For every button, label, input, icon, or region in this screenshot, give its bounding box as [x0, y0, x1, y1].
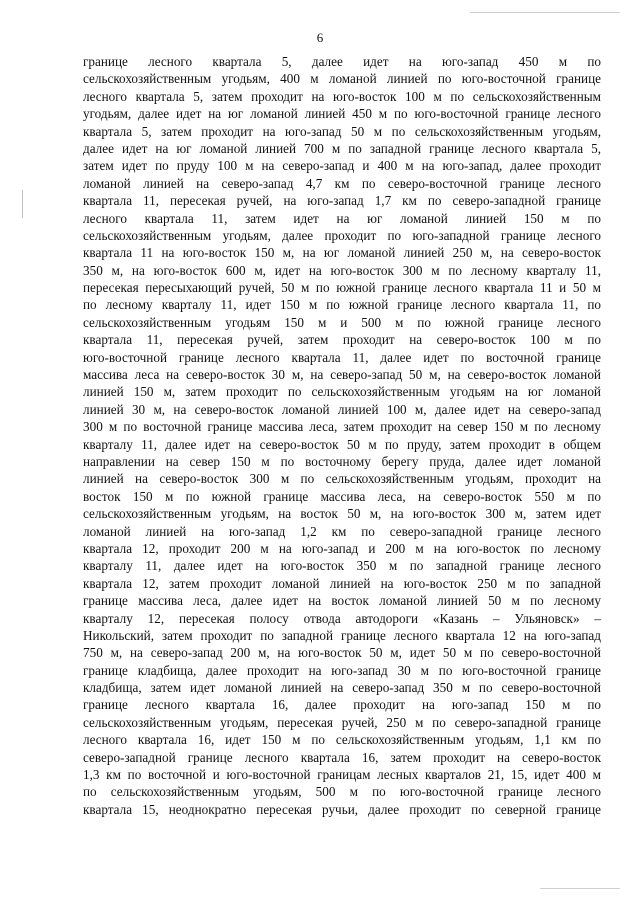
text-line: восток 150 м по южной границе массива леса, на северо-восток 550 м по: [83, 488, 601, 504]
text-line: массива леса на северо-восток 30 м, на северо-запад 50 м, на северо-восток ломаной: [83, 367, 601, 383]
text-line: границе кладбища, далее проходит на юго-запад 30 м по юго-восточной границе: [83, 662, 601, 678]
text-line: 1,3 км по восточной и юго-восточной границам лесных кварталов 21, 15, идет 400 м: [83, 767, 601, 783]
text-line: квартала 11, пересекая ручей, на юго-запад 1,7 км по северо-западной границе: [83, 193, 601, 209]
text-line: кладбища, затем идет ломаной линией на северо-запад 350 м по северо-восточной: [83, 680, 601, 696]
text-line: далее идет на юг ломаной линией 700 м по западной границе лесного квартала 5,: [83, 140, 601, 156]
text-line: линией 30 м, на северо-восток ломаной линией 100 м, далее идет на северо-запад: [83, 401, 601, 417]
text-line: угодьям, далее идет на юг ломаной линией 450 м по юго-восточной границе лесного: [83, 106, 601, 122]
text-line: границе лесного квартала 5, далее идет на юго-запад 450 м по: [83, 54, 601, 69]
text-line: границе массива леса, далее идет на восток ломаной линией 50 м по лесному: [83, 593, 601, 609]
text-line: кварталу 11, далее идет на юго-восток 350 м по западной границе лесного: [83, 558, 601, 574]
text-line: кварталу 11, далее идет на северо-восток 50 м по пруду, затем проходит в общем: [83, 436, 601, 452]
text-line: сельскохозяйственным угодьям, 400 м ломаной линией по юго-восточной границе: [83, 71, 601, 87]
text-line: границе лесного квартала 16, далее проходит на юго-запад 150 м по: [83, 697, 601, 713]
text-line: юго-восточной границе лесного квартала 11, далее идет по восточной границе: [83, 349, 601, 365]
text-line: пересекая пересыхающий ручей, 50 м по южной границе лесного квартала 11 и 50 м: [83, 280, 601, 296]
text-line: затем идет по пруду 100 м на северо-запад и 400 м на юго-запад, далее проходит: [83, 158, 601, 174]
text-line: квартала 15, неоднократно пересекая ручьи, далее проходит по северной границе: [83, 801, 601, 817]
text-line: квартала 11, пересекая ручей, затем проходит на северо-восток 100 м по: [83, 332, 601, 348]
text-line: линией 150 м, затем проходит по сельскохозяйственным угодьям на юг ломаной: [83, 384, 601, 400]
scan-edge-mark-top: [470, 12, 620, 13]
text-line: сельскохозяйственным угодьям 150 м и 500 м по южной границе лесного: [83, 314, 601, 330]
document-body: [83, 53, 601, 818]
text-line: квартала 11 на юго-восток 150 м, на юг ломаной линией 250 м, на северо-восток: [83, 245, 601, 261]
text-line: квартала 12, затем проходит ломаной линией на юго-восток 250 м по западной: [83, 575, 601, 591]
text-line: Никольский, затем проходит по западной границе лесного квартала 12 на юго-запад: [83, 627, 601, 643]
text-line: ломаной линией на юго-запад 1,2 км по северо-западной границе лесного: [83, 523, 601, 539]
text-line: по лесному кварталу 11, идет 150 м по южной границе лесного квартала 11, по: [83, 297, 601, 313]
scan-edge-mark-left: [22, 190, 23, 218]
text-line: по сельскохозяйственным угодьям, 500 м по юго-восточной границе лесного: [83, 784, 601, 800]
text-line: лесного квартала 5, затем проходит на юго-восток 100 м по сельскохозяйственным: [83, 88, 601, 104]
text-line: квартала 12, проходит 200 м на юго-запад и 200 м на юго-восток по лесному: [83, 540, 601, 556]
page-number: 6: [316, 30, 324, 45]
text-line: северо-западной границе лесного квартала 16, затем проходит на северо-восток: [83, 749, 601, 765]
text-line: направлении на север 150 м по восточному берегу пруда, далее идет ломаной: [83, 453, 601, 469]
text-line: 750 м, на северо-запад 200 м, на юго-восток 50 м, идет 50 м по северо-восточной: [83, 645, 601, 661]
text-line: 350 м, на юго-восток 600 м, идет на юго-восток 300 м по лесному кварталу 11,: [83, 262, 601, 278]
text-line: сельскохозяйственным угодьям, пересекая ручей, 250 м по северо-западной границе: [83, 714, 601, 730]
text-line: лесного квартала 16, идет 150 м по сельскохозяйственным угодьям, 1,1 км по: [83, 732, 601, 748]
text-line: 300 м по восточной границе массива леса, затем проходит на север 150 м по лесному: [83, 419, 601, 435]
text-line: сельскохозяйственным угодьям, на восток 50 м, на юго-восток 300 м, затем идет: [83, 506, 601, 522]
text-line: квартала 5, затем проходит на юго-запад 50 м по сельскохозяйственным угодьям,: [83, 123, 601, 139]
text-line: ломаной линией на северо-запад 4,7 км по северо-восточной границе лесного: [83, 175, 601, 191]
scan-edge-mark-bottom: [540, 888, 620, 889]
text-line: линией на северо-восток 300 м по сельскохозяйственным угодьям, проходит на: [83, 471, 601, 487]
text-line: лесного квартала 11, затем идет на юг ломаной линией 150 м по: [83, 210, 601, 226]
text-line: кварталу 12, пересекая полосу отвода автодороги «Казань – Ульяновск» –: [83, 610, 601, 626]
text-line: сельскохозяйственным угодьям, далее проходит по юго-западной границе лесного: [83, 227, 601, 243]
